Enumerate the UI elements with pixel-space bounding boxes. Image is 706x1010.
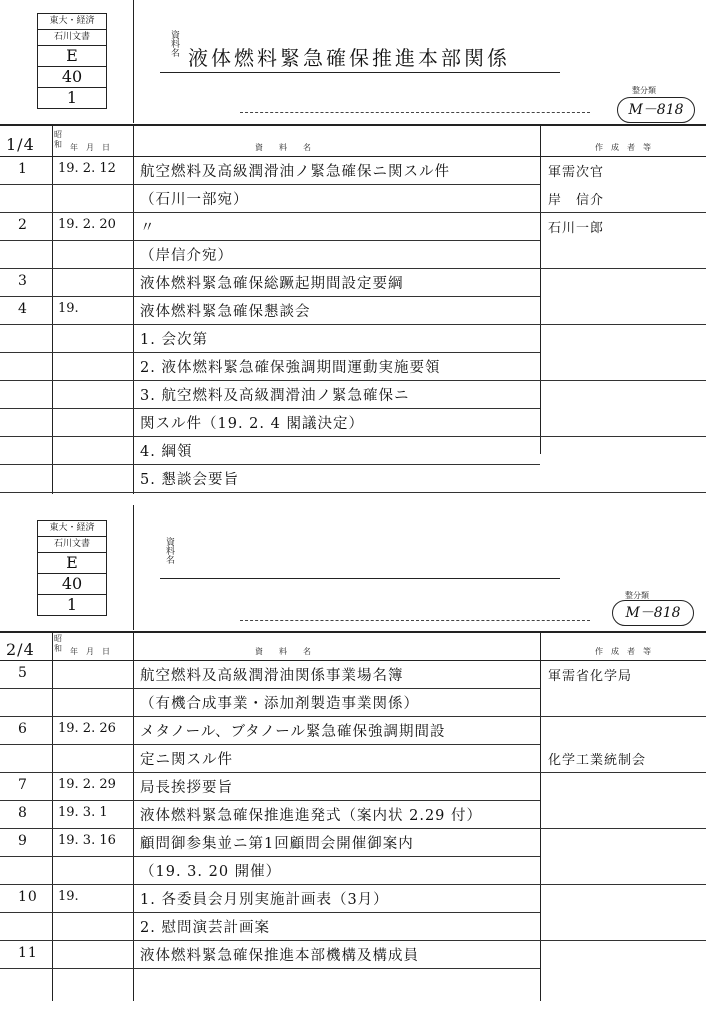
row-document-name: 顧問御参集並ニ第1回顧問会開催御案内 xyxy=(140,836,414,852)
row-date: 19. 2. 12 xyxy=(58,161,116,176)
page-number: 2/4 xyxy=(6,640,35,659)
stamp-code: E xyxy=(38,46,106,67)
row-number: 6 xyxy=(18,721,28,737)
row-number: 8 xyxy=(18,805,28,821)
document-title: 液体燃料緊急確保推進本部関係 xyxy=(188,46,510,70)
row-document-name: （岸信介宛） xyxy=(140,248,233,264)
era-label: 昭和 xyxy=(54,130,62,149)
row-number: 11 xyxy=(18,945,38,961)
row-document-name: 液体燃料緊急確保推進本部機構及構成員 xyxy=(140,948,419,964)
date-header: 年 月 日 xyxy=(70,143,110,152)
row-number: 5 xyxy=(18,665,28,681)
row-date: 19. 3. 1 xyxy=(58,805,108,820)
row-document-name: 1. 各委員会月別実施計画表（3月） xyxy=(140,892,389,908)
row-document-name: 関スル件（19. 2. 4 閣議決定） xyxy=(140,416,364,432)
class-label: 整分類 xyxy=(632,86,656,95)
row-number: 9 xyxy=(18,833,28,849)
row-document-name: 5. 懇談会要旨 xyxy=(140,472,239,488)
row-author: 化学工業統制会 xyxy=(548,753,647,768)
row-author: 軍需省化学局 xyxy=(548,669,633,684)
page-number: 1/4 xyxy=(6,135,35,154)
row-document-name: 局長挨拶要旨 xyxy=(140,780,233,796)
row-author: 石川一郎 xyxy=(548,221,605,236)
row-document-name: 2. 液体燃料緊急確保強調期間運動実施要領 xyxy=(140,360,441,376)
row-document-name: 液体燃料緊急確保総蹶起期間設定要綱 xyxy=(140,276,404,292)
row-author: 軍需次官 xyxy=(548,165,605,180)
stamp-num2: 1 xyxy=(66,595,78,614)
stamp-num2: 1 xyxy=(66,88,78,107)
row-date: 19. xyxy=(58,301,79,316)
row-author: 岸 信介 xyxy=(548,193,605,208)
stamp-collection: 石川文書 xyxy=(38,537,106,553)
archive-stamp xyxy=(37,520,107,616)
stamp-num1: 40 xyxy=(38,67,106,88)
row-document-name: 3. 航空燃料及高級潤滑油ノ緊急確保ニ xyxy=(140,388,410,404)
row-document-name: 2. 慰問演芸計画案 xyxy=(140,920,270,936)
stamp-num1: 40 xyxy=(38,574,106,595)
archive-stamp xyxy=(37,13,107,109)
stamp-org: 東大・経済 xyxy=(38,14,106,30)
row-document-name: 4. 綱領 xyxy=(140,444,193,460)
author-header: 作 成 者 等 xyxy=(595,647,651,656)
row-number: 7 xyxy=(18,777,28,793)
author-header: 作 成 者 等 xyxy=(595,143,651,152)
class-number: M－818 xyxy=(617,97,695,123)
row-document-name: 液体燃料緊急確保推進進発式（案内状 2.29 付） xyxy=(140,808,483,824)
row-document-name: 航空燃料及高級潤滑油ノ緊急確保ニ関スル件 xyxy=(140,164,450,180)
stamp-collection: 石川文書 xyxy=(38,30,106,46)
row-document-name: メタノール、ブタノール緊急確保強調期間設 xyxy=(140,724,446,740)
title-label: 資料名 xyxy=(169,30,179,57)
row-date: 19. xyxy=(58,889,79,904)
row-document-name: （石川一部宛） xyxy=(140,192,249,208)
row-number: 1 xyxy=(18,161,28,177)
row-date: 19. 2. 20 xyxy=(58,217,116,232)
class-number: M－818 xyxy=(612,600,694,626)
row-document-name: （有機合成事業・添加剤製造事業関係） xyxy=(140,696,419,712)
row-date: 19. 3. 16 xyxy=(58,833,116,848)
title-label: 資料名 xyxy=(164,537,174,564)
row-number: 3 xyxy=(18,273,28,289)
date-header: 年 月 日 xyxy=(70,647,110,656)
name-header: 資 料 名 xyxy=(255,647,311,656)
stamp-org: 東大・経済 xyxy=(38,521,106,537)
row-document-name: （19. 3. 20 開催） xyxy=(140,864,282,880)
name-header: 資 料 名 xyxy=(255,143,311,152)
row-document-name: 〃 xyxy=(140,220,156,236)
class-label: 整分類 xyxy=(625,591,649,600)
row-document-name: 定ニ関スル件 xyxy=(140,752,233,768)
row-document-name: 液体燃料緊急確保懇談会 xyxy=(140,304,311,320)
row-document-name: 航空燃料及高級潤滑油関係事業場名簿 xyxy=(140,668,404,684)
stamp-code: E xyxy=(38,553,106,574)
row-number: 2 xyxy=(18,217,28,233)
row-date: 19. 2. 29 xyxy=(58,777,116,792)
era-label: 昭和 xyxy=(54,634,62,653)
row-document-name: 1. 会次第 xyxy=(140,332,208,348)
row-date: 19. 2. 26 xyxy=(58,721,116,736)
row-number: 4 xyxy=(18,301,28,317)
row-number: 10 xyxy=(18,889,38,905)
